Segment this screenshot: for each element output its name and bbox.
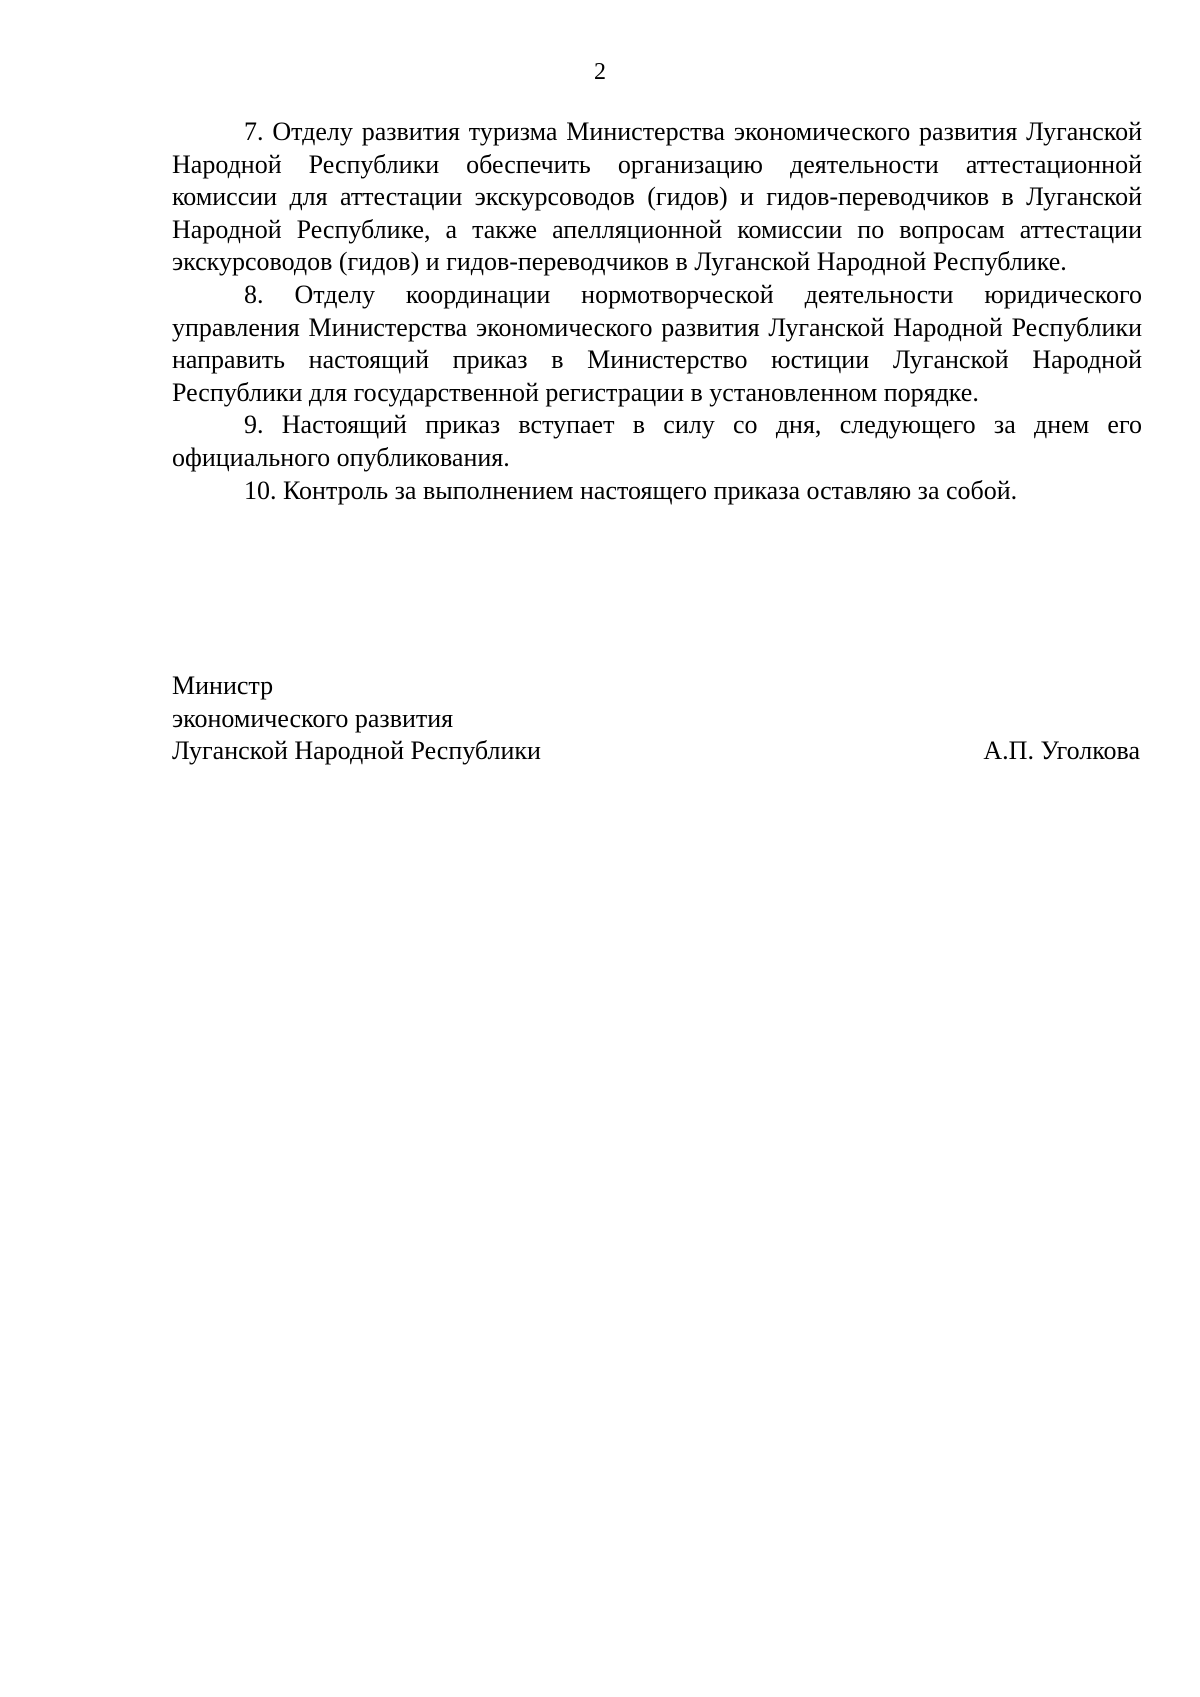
paragraph-8: 8. Отделу координации нормотворческой деятельности юридического управления Министерства экономического развития Луганской Народной Республики направить настоящий приказ в Министерство юстиции Луганской Народной Республики для государственной регистрации в установленном порядке.: [172, 279, 1142, 407]
signatory-position-line-2: экономического развития: [172, 703, 454, 733]
paragraph-9: 9. Настоящий приказ вступает в силу со дня, следующего за днем его официального опубликования.: [172, 410, 1142, 472]
paragraph-7: 7. Отделу развития туризма Министерства экономического развития Луганской Народной Республики обеспечить организацию деятельности аттестационной комиссии для аттестации экскурсоводов (гидов) и гидов-переводчиков в Луганской Народной Республике, а также апелляционной комиссии по вопросам аттестации экскурсоводов (гидов) и гидов-переводчиков в Луганской Народной Республике.: [172, 117, 1142, 277]
signature-block: [172, 670, 1142, 768]
paragraph-10: 10. Контроль за выполнением настоящего приказа оставляю за собой.: [244, 475, 1018, 505]
signatory-position-line-1: Министр: [172, 671, 274, 700]
signatory-name: А.П. Уголкова: [983, 736, 1140, 766]
page-number: 2: [594, 59, 606, 85]
signature-row: [172, 735, 1140, 768]
document-body: [172, 116, 1142, 507]
signatory-position-line-3: Луганской Народной Республики: [172, 736, 541, 766]
